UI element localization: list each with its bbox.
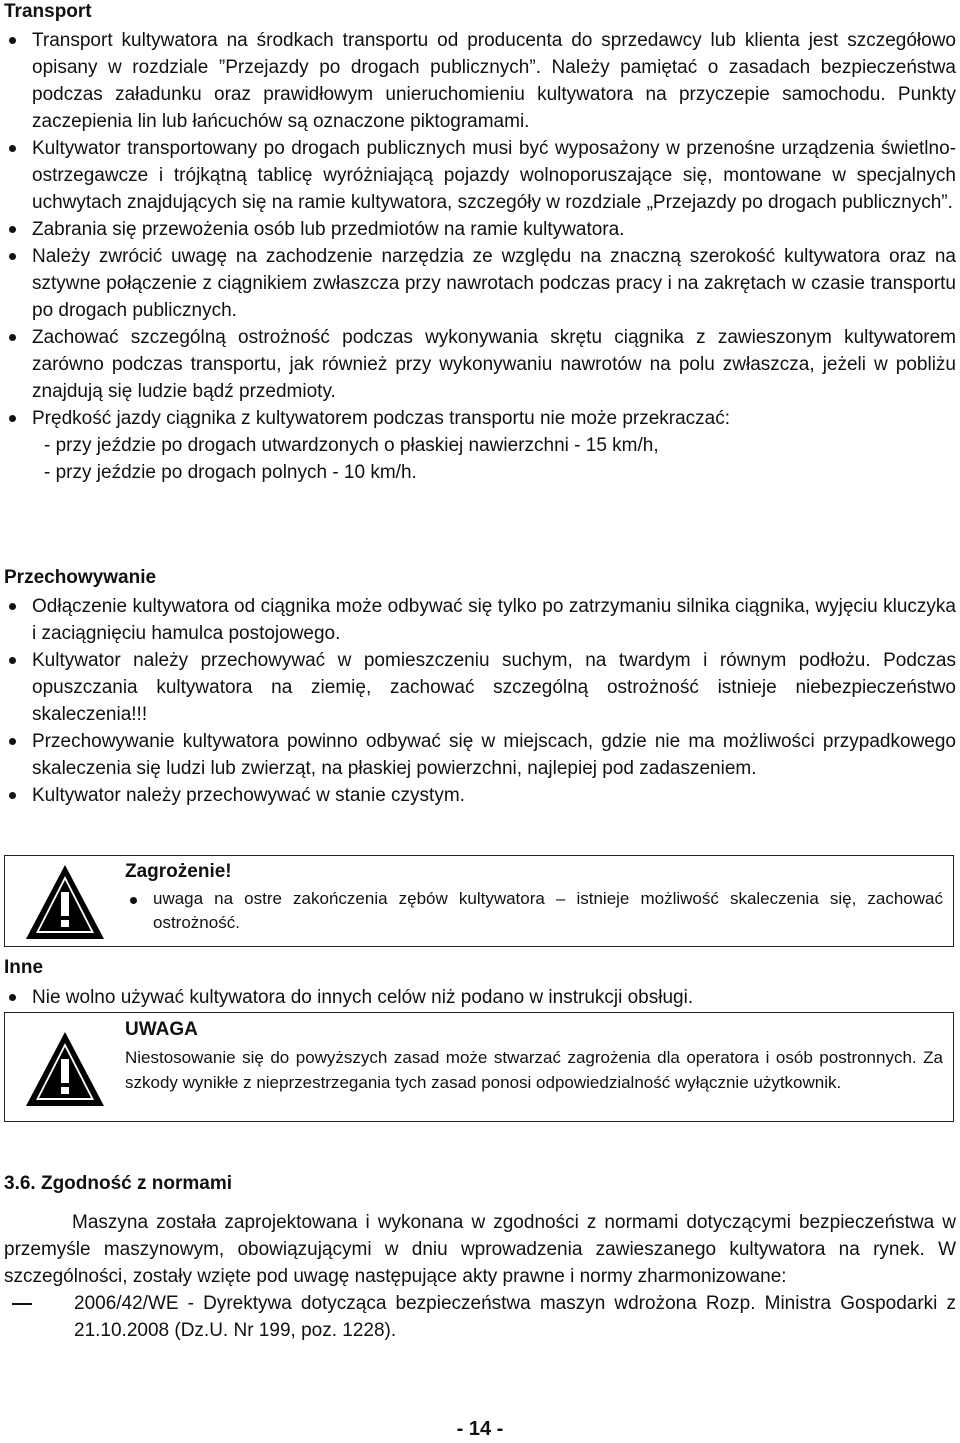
list-item: Zachować szczególną ostrożność podczas wykonywania skrętu ciągnika z zawieszonym kultywatorem zarówno podczas transportu, jak również przy wykonywaniu nawrotów na polu zwłaszcza, jeżeli w pobliżu znajdują się ludzie bądź przedmioty. [4, 324, 956, 405]
list-item: Należy zwrócić uwagę na zachodzenie narzędzia ze względu na znaczną szerokość kultywatora oraz na sztywne połączenie z ciągnikiem zwłaszcza przy nawrotach podczas pracy i na zakrętach w czasie transportu po drogach publicznych. [4, 243, 956, 324]
list-item: Zabrania się przewożenia osób lub przedmiotów na ramie kultywatora. [4, 216, 956, 243]
list-item: Transport kultywatora na środkach transportu od producenta do sprzedawcy lub klienta jest szczegółowo opisany w rozdziale ”Przejazdy po drogach publicznych”. Należy pamiętać o zasadach bezpieczeństwa podczas załadunku oraz prawidłowym unieruchomieniu kultywatora na przyczepie samochodu. Punkty zaczepienia lin lub łańcuchów są oznaczone piktogramami. [4, 27, 956, 135]
warning-text: Niestosowanie się do powyższych zasad może stwarzać zagrożenia dla operatora i osób postronnych. Za szkody wynikłe z nieprzestrzegania tych zasad ponosi odpowiedzialność wyłącznie użytkownik. [125, 1048, 943, 1092]
storage-list [4, 593, 956, 809]
transport-section [4, 0, 956, 486]
storage-heading: Przechowywanie [4, 567, 157, 588]
warning-triangle-icon [23, 862, 107, 942]
hazard-title: Zagrożenie! [125, 861, 232, 882]
warning-triangle-icon [23, 1029, 107, 1109]
list-item: 2006/42/WE - Dyrektywa dotycząca bezpieczeństwa maszyn wdrożona Rozp. Ministra Gospodarki z 21.10.2008 (Dz.U. Nr 199, poz. 1228). [4, 1290, 956, 1344]
list-item: Nie wolno używać kultywatora do innych celów niż podano w instrukcji obsługi. [4, 984, 956, 1011]
list-item: Kultywator transportowany po drogach publicznych musi być wyposażony w przenośne urządzenia świetlno-ostrzegawcze i trójkątną tablicę wyróżniającą pojazdy wolnoporuszające się, montowane w specjalnych uchwytach znajdujących się na ramie kultywatora, szczegóły w rozdziale „Przejazdy po drogach publicznych”. [4, 135, 956, 216]
other-list [4, 984, 956, 1011]
warning-content [125, 1013, 943, 1095]
speed-limit-field: - przy jeździe po drogach polnych - 10 km/h. [44, 462, 417, 483]
other-heading: Inne [4, 957, 44, 978]
transport-heading: Transport [4, 1, 92, 22]
list-item: uwaga na ostre zakończenia zębów kultywatora – istnieje możliwość skaleczenia się, zachować ostrożność. [125, 887, 943, 935]
hazard-content [125, 856, 943, 935]
conformity-heading: 3.6. Zgodność z normami [4, 1173, 233, 1194]
list-item: Odłączenie kultywatora od ciągnika może odbywać się tylko po zatrzymaniu silnika ciągnika, wyjęciu kluczyka i zaciągnięciu hamulca postojowego. [4, 593, 956, 647]
hazard-box [4, 855, 954, 947]
list-item: Przechowywanie kultywatora powinno odbywać się w miejscach, gdzie nie ma możliwości przypadkowego skaleczenia się ludzi lub zwierząt, na płaskiej powierzchni, najlepiej pod zadaszeniem. [4, 728, 956, 782]
storage-section [4, 566, 956, 809]
conformity-paragraph: Maszyna została zaprojektowana i wykonana w zgodności z normami dotyczącymi bezpieczeństwa w przemyśle maszynowym, obowiązującymi w dniu wprowadzenia zawieszanego kultywatora na rynek. W szczególności, zostały wzięte pod uwagę następujące akty prawne i normy zharmonizowane: [4, 1212, 956, 1287]
list-item: Kultywator należy przechowywać w pomieszczeniu suchym, na twardym i równym podłożu. Podczas opuszczania kultywatora na ziemię, zachować szczególną ostrożność istnieje niebezpieczeństwo skaleczenia!!! [4, 647, 956, 728]
conformity-section [4, 1172, 956, 1344]
list-item: Kultywator należy przechowywać w stanie czystym. [4, 782, 956, 809]
speed-limit-text: Prędkość jazdy ciągnika z kultywatorem podczas transportu nie może przekraczać: [32, 408, 731, 429]
warning-title: UWAGA [125, 1019, 198, 1040]
other-section [4, 956, 956, 1011]
list-item [4, 405, 956, 486]
warning-box [4, 1012, 954, 1122]
hazard-list [125, 887, 943, 935]
conformity-list [4, 1290, 956, 1344]
speed-limit-paved: - przy jeździe po drogach utwardzonych o płaskiej nawierzchni - 15 km/h, [44, 435, 659, 456]
page-number: - 14 - [456, 1418, 504, 1440]
transport-list [4, 27, 956, 486]
